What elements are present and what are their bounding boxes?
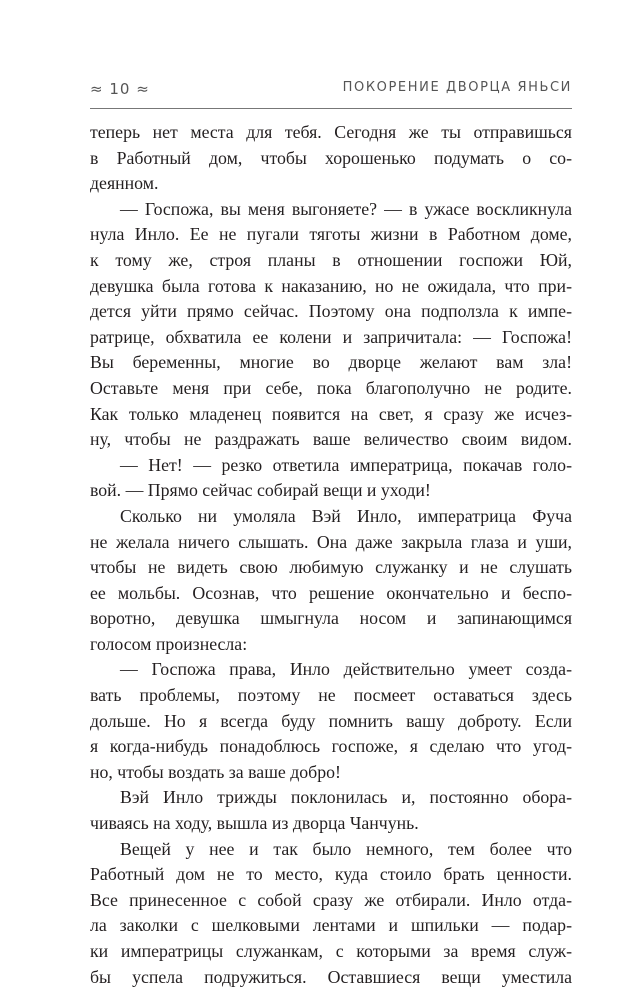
text-line: бы успела подружиться. Оставшиеся вещи уместила	[90, 966, 572, 987]
text-line: воротно, девушка шмыгнула носом и запинающимся	[90, 608, 572, 629]
text-line: — Госпожа, вы меня выгоняете? — в ужасе воскликнула	[120, 198, 572, 219]
text-line: Оставьте меня при себе, пока благополучно не родите.	[90, 377, 572, 398]
page-body-text	[90, 120, 572, 990]
text-line: дольше. Но я всегда буду помнить вашу доброту. Если	[90, 710, 572, 731]
text-line: ла заколки с шелковыми лентами и шпильки — подар-	[90, 915, 572, 936]
text-line: теперь нет места для тебя. Сегодня же ты отправишься	[90, 122, 572, 142]
text-line: к тому же, строя планы в отношении госпожи Юй,	[90, 249, 572, 270]
text-line: — Нет! — резко ответила императрица, покачав голо-	[120, 454, 572, 475]
text-line: девушка была готова к наказанию, но не ожидала, что при-	[90, 275, 572, 296]
text-line: чтобы не видеть свою любимую служанку и не слушать	[90, 557, 572, 578]
running-header	[90, 80, 572, 102]
text-line: дется уйти прямо сейчас. Поэтому она подползла к импе-	[90, 301, 572, 322]
text-line: ее мольбы. Осознав, что решение окончательно и беспо-	[90, 582, 572, 603]
text-line: Вы беременны, многие во дворце желают вам зла!	[90, 352, 572, 373]
text-line: в Работный дом, чтобы хорошенько подумать о со-	[90, 147, 572, 168]
text-line: я когда-нибудь понадоблюсь госпоже, я сделаю что угод-	[90, 736, 572, 757]
text-line: Работный дом не то место, куда стоило брать ценности.	[90, 864, 572, 885]
header-rule	[90, 108, 572, 109]
text-line: но, чтобы воздать за ваше добро!	[90, 761, 341, 782]
text-line: ну, чтобы не раздражать ваше величество своим видом.	[90, 429, 572, 450]
text-line: чиваясь на ходу, вышла из дворца Чанчунь.	[90, 813, 419, 834]
text-line: нула Инло. Ее не пугали тяготы жизни в Работном доме,	[90, 224, 572, 245]
page-number: ≈ 10 ≈	[90, 80, 150, 98]
text-line: Все принесенное с собой сразу же отбирали. Инло отда-	[90, 889, 572, 910]
text-line: вать проблемы, поэтому не посмеет оставаться здесь	[90, 685, 572, 706]
text-line: Как только младенец появится на свет, я сразу же исчез-	[90, 403, 572, 424]
text-line: Вещей у нее и так было немного, тем более что	[120, 838, 572, 859]
text-line: ки императрицы служанкам, с которыми за время служ-	[90, 941, 572, 961]
text-line: не желала ничего слышать. Она даже закрыла глаза и уши,	[90, 531, 572, 552]
text-line: деянном.	[90, 173, 159, 194]
text-line: вой. — Прямо сейчас собирай вещи и уходи!	[90, 480, 431, 501]
text-line: голосом произнесла:	[90, 633, 248, 654]
text-line: Вэй Инло трижды поклонилась и, постоянно обора-	[120, 787, 572, 808]
text-line: — Госпожа права, Инло действительно умеет созда-	[120, 659, 572, 680]
text-line: ратрице, обхватила ее колени и запричитала: — Госпожа!	[90, 326, 572, 347]
text-line: Сколько ни умоляла Вэй Инло, императрица Фуча	[120, 505, 572, 526]
running-title: ПОКОРЕНИЕ ДВОРЦА ЯНЬСИ	[342, 80, 572, 95]
